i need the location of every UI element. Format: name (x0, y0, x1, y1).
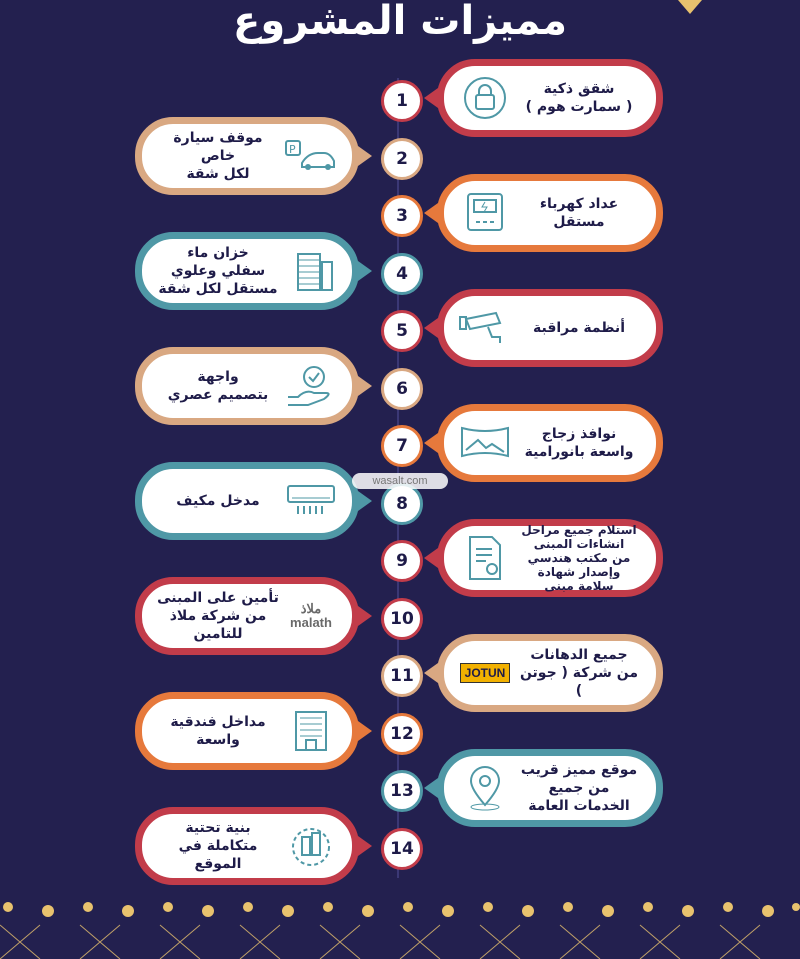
electric-meter-icon (454, 188, 516, 238)
jotun-logo-icon (454, 648, 516, 698)
malath-brand-ar: ملاذ (300, 600, 322, 616)
feature-card-14 (135, 807, 359, 885)
feature-card-12 (135, 692, 359, 770)
security-camera-icon (454, 303, 516, 353)
feature-number-2: 2 (381, 138, 423, 180)
feature-card-9 (437, 519, 663, 597)
feature-text: شقق ذكية ( سمارت هوم ) (525, 81, 633, 115)
feature-card-1 (437, 59, 663, 137)
feature-number-1: 1 (381, 80, 423, 122)
feature-number-7: 7 (381, 425, 423, 467)
feature-card-3 (437, 174, 663, 252)
feature-number-3: 3 (381, 195, 423, 237)
feature-text: موقع مميز قريب من جميع الخدمات العامة (520, 762, 638, 814)
footer-decoration (0, 895, 800, 959)
page-title: مميزات المشروع (233, 0, 567, 44)
feature-text: عداد كهرباء مستقل (539, 196, 619, 230)
feature-card-10 (135, 577, 359, 655)
feature-card-11 (437, 634, 663, 712)
watermark: wasalt.com (352, 473, 448, 489)
feature-text: واجهة بتصميم عصري (167, 368, 269, 403)
feature-number-12: 12 (381, 713, 423, 755)
water-tank-icon (280, 246, 342, 296)
parking-car-icon (280, 131, 342, 181)
malath-brand-en: malath (290, 614, 332, 630)
hotel-building-icon (280, 706, 342, 756)
location-pin-icon (454, 763, 516, 813)
certificate-document-icon (454, 533, 516, 583)
air-conditioner-icon (280, 476, 342, 526)
feature-text: أنظمة مراقبة (533, 320, 625, 336)
jotun-brand: JOTUN (460, 663, 511, 683)
feature-number-4: 4 (381, 253, 423, 295)
feature-card-2 (135, 117, 359, 195)
feature-number-9: 9 (381, 540, 423, 582)
feature-text: مداخل فندقية واسعة (170, 713, 266, 748)
feature-number-5: 5 (381, 310, 423, 352)
hand-badge-icon (280, 361, 342, 411)
feature-card-5 (437, 289, 663, 367)
feature-number-13: 13 (381, 770, 423, 812)
feature-card-7 (437, 404, 663, 482)
feature-text: موقف سيارة خاص لكل شقة (173, 129, 263, 182)
feature-text: مدخل مكيف (176, 492, 260, 509)
smart-lock-icon (454, 73, 516, 123)
city-network-icon (280, 821, 342, 871)
malath-logo-icon (280, 591, 342, 641)
feature-number-10: 10 (381, 598, 423, 640)
feature-text: استلام جميع مراحل انشاءات المبنى من مكتب هندسي وإصدار شهادة سلامة مبنى (521, 523, 637, 593)
feature-number-6: 6 (381, 368, 423, 410)
feature-text: خزان ماء سفلي وعلوي مستقل لكل شقة (158, 244, 278, 297)
feature-number-11: 11 (381, 655, 423, 697)
feature-text: جميع الدهانات من شركة ( جوتن ) (519, 647, 639, 699)
svg-text:P: P (289, 142, 296, 156)
feature-text: تأمين على المبنى من شركة ملاذ للتامين (157, 589, 279, 642)
feature-card-8 (135, 462, 359, 540)
feature-text: نوافذ زجاج واسعة بانورامية (524, 426, 634, 460)
feature-text: بنية تحتية متكاملة في الموقع (178, 819, 258, 872)
panorama-window-icon (454, 418, 516, 468)
feature-card-6 (135, 347, 359, 425)
feature-card-13 (437, 749, 663, 827)
feature-number-8: 8 (381, 483, 423, 525)
feature-card-4 (135, 232, 359, 310)
feature-number-14: 14 (381, 828, 423, 870)
